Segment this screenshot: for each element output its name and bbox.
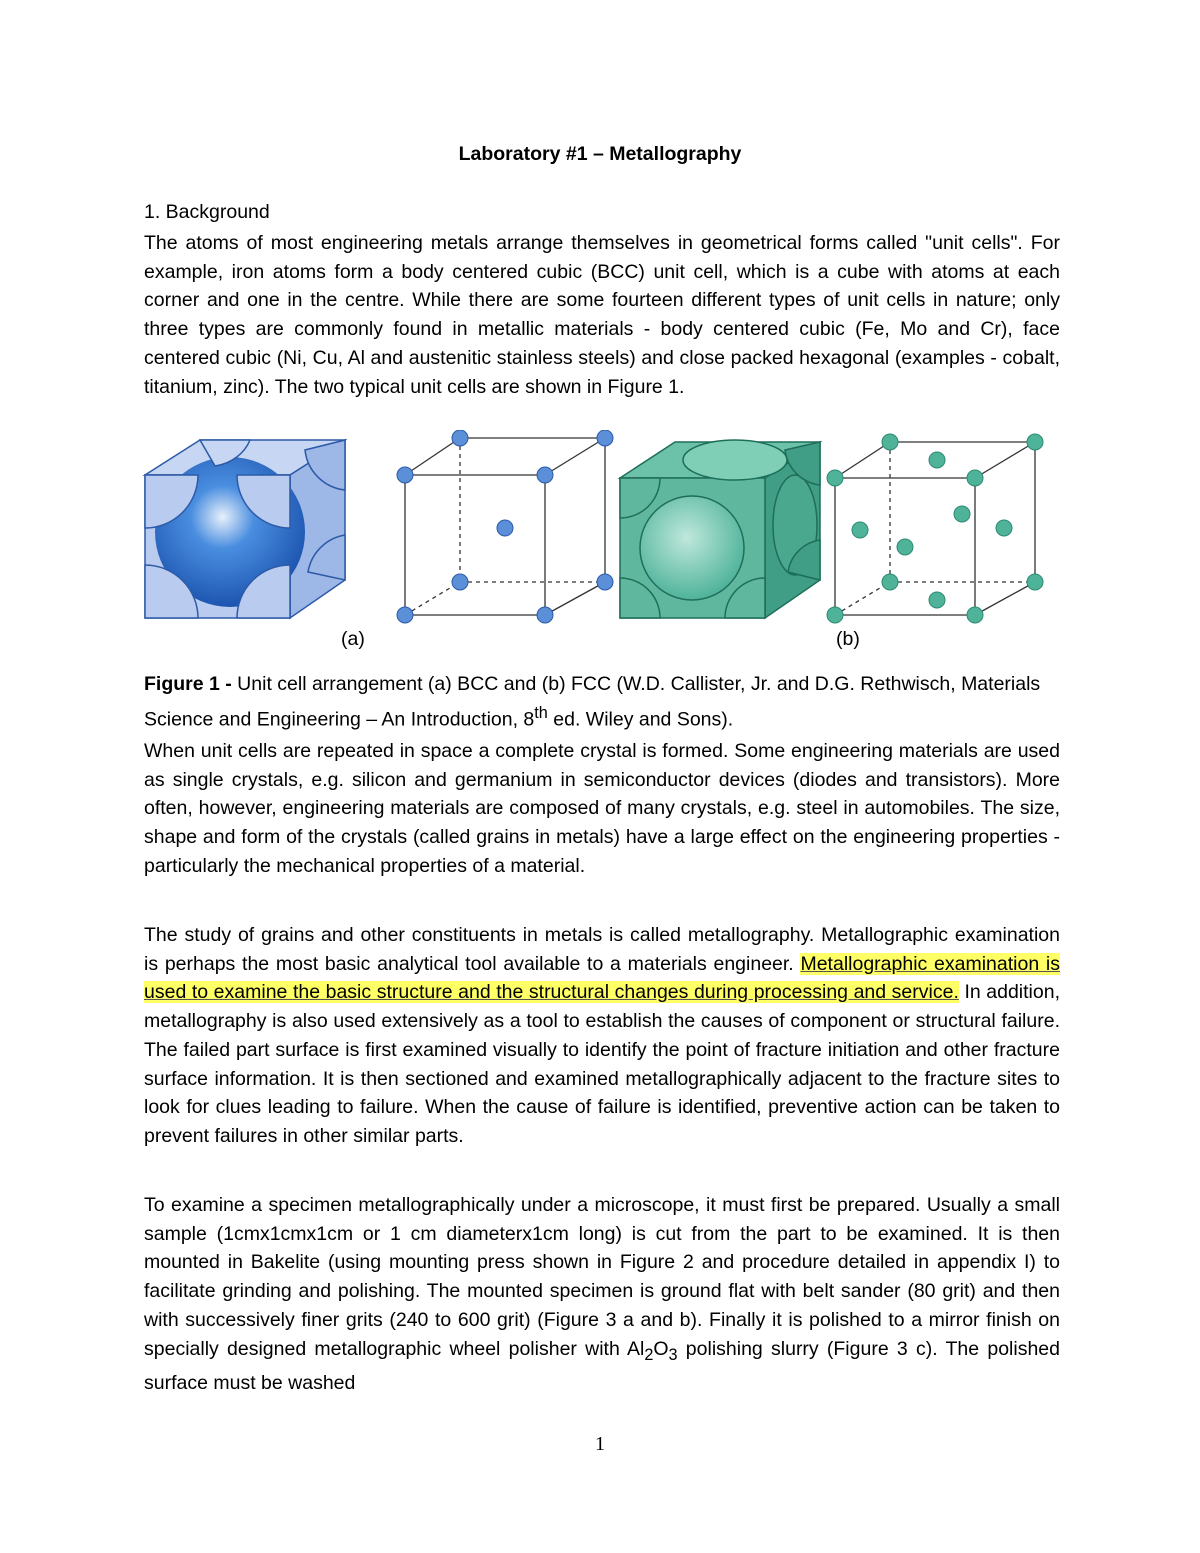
figure-label-b: (b)	[836, 628, 860, 650]
figure-caption	[144, 670, 1060, 734]
preparation-text: To examine a specimen metallographically under a microscope, it must first be prepared. Usually a small sample (1cmx1cmx1cm or 1 cm diameterx1cm long) is cut from the part to be examined. It is then mounted in Bakelite (using mounting press shown in Figure 2 and procedure detailed in appendix I) to facilitate grinding and polishing. The mounted specimen is ground flat with belt sander (80 grit) and then with successively finer grits (240 to 600 grit) (Figure 3 a and b). Finally it is polished to a mirror finish on specially designed metallographic wheel polisher with Al	[144, 1194, 1060, 1360]
formula-sub-2: 3	[668, 1345, 678, 1364]
preparation-text-end: polishing slurry (Figure 3 c). The polished surface must be washed	[144, 1337, 1060, 1395]
caption-text-end: ed. Wiley and Sons).	[547, 708, 734, 731]
caption-text: Unit cell arrangement (a) BCC and (b) FCC (W.D. Callister, Jr. and D.G. Rethwisch, Materials Science and Engineering – An Introduction, 8	[144, 673, 1041, 731]
unit-cell-figure	[140, 430, 1060, 625]
bcc-sphere-model	[145, 440, 345, 618]
intro-paragraph: The atoms of most engineering metals arrange themselves in geometrical forms called "unit cells". For example, iron atoms form a body centered cubic (BCC) unit cell, which is a cube with atoms at each corner and one in the centre. While there are some fourteen different types of unit cells in nature; only three types are commonly found in metallic materials - body centered cubic (Fe, Mo and Cr), face centered cubic (Ni, Cu, Al and austenitic stainless steels) and close packed hexagonal (examples - cobalt, titanium, zinc). The two typical unit cells are shown in Figure 1.	[144, 232, 1060, 398]
paragraph-preparation	[144, 1191, 1060, 1398]
page-number: 1	[595, 1433, 605, 1455]
fcc-sphere-model	[620, 440, 820, 618]
paragraph-crystals: When unit cells are repeated in space a complete crystal is formed. Some engineering materials are used as single crystals, e.g. silicon and germanium in semiconductor devices (diodes and transistors). More often, however, engineering materials are composed of many crystals, e.g. steel in automobiles. The size, shape and form of the crystals (called grains in metals) have a large effect on the engineering properties - particularly the mechanical properties of a material.	[144, 740, 1060, 877]
section-heading: 1. Background	[144, 201, 270, 223]
metallography-text-cont: In addition, metallography is also used extensively as a tool to establish the causes of component or structural failure. The failed part surface is first examined visually to identify the point of fracture initiation and other fracture surface information. It is then sectioned and examined metallographically adjacent to the fracture sites to look for clues leading to failure. When the cause of failure is identified, preventive action can be taken to prevent failures in other similar parts.	[144, 981, 1060, 1147]
metallography-text: The study of grains and other constituents in metals is called metallography. Metallographic examination is perhaps the most basic analytical tool available to a materials engineer.	[144, 924, 1060, 975]
fcc-lattice-diagram	[827, 434, 1043, 623]
bcc-lattice-diagram	[397, 430, 613, 623]
paragraph-metallography	[144, 921, 1060, 1151]
caption-figure-number: Figure 1 -	[144, 673, 232, 695]
caption-superscript: th	[534, 703, 548, 722]
page-title: Laboratory #1 – Metallography	[458, 143, 742, 165]
formula-sub-1: 2	[644, 1345, 654, 1364]
highlighted-sentence: Metallographic examination is used to examine the basic structure and the structural changes during processing and service.	[144, 952, 1060, 1004]
figure-label-a: (a)	[341, 628, 365, 650]
formula-o: O	[653, 1337, 669, 1360]
